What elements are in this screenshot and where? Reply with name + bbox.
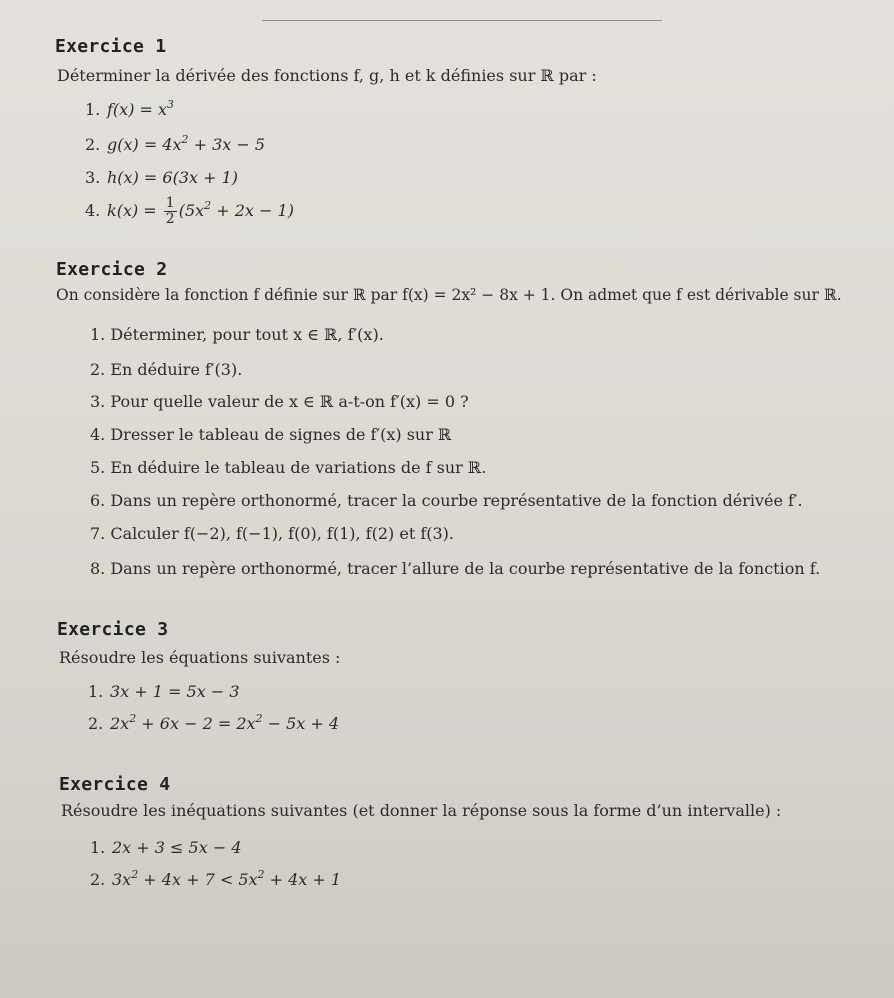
ex4-item-2: 2. $3x^2 + 4x + 7 < 5x^2 + 4x + 1$ <box>90 868 342 889</box>
ex4-item-1: 1. 2x + 3 ≤ 5x − 4 <box>90 838 242 857</box>
ex3-intro: Résoudre les équations suivantes : <box>59 648 341 667</box>
ex3-item-1: 1. 3x + 1 = 5x − 3 <box>88 682 240 701</box>
ex1-item-1: 1. $f(x) = x^3$ <box>85 98 175 119</box>
ex1-item-4: 4. k(x) = $\frac{1}{2}$ $(5x^2 + 2x - 1)$ <box>85 195 294 227</box>
ex1-item-2: 2. $g(x) = 4x^2 + 3x - 5$ <box>85 133 266 154</box>
ex4-intro: Résoudre les inéquations suivantes (et donner la réponse sous la forme d’un intervalle) : <box>61 801 782 820</box>
ex2-item-7: 7. Calculer f(−2), f(−1), f(0), f(1), f(2) et f(3). <box>90 524 455 543</box>
ex4-title: Exercice 4 <box>59 774 171 795</box>
ex1-intro: Déterminer la dérivée des fonctions f, g, h et k définies sur ℝ par : <box>57 66 597 85</box>
ex2-item-2: 2. En déduire f′(3). <box>90 360 243 379</box>
ex3-title: Exercice 3 <box>57 619 169 640</box>
ex2-item-6: 6. Dans un repère orthonormé, tracer la courbe représentative de la fonction dérivée f′. <box>90 491 803 510</box>
ex3-item-2: 2. $2x^2 + 6x - 2 = 2x^2 - 5x + 4$ <box>88 712 340 733</box>
ex1-item-3: 3. h(x) = 6(3x + 1) <box>85 168 239 187</box>
ex2-title: Exercice 2 <box>56 259 168 280</box>
top-rule <box>262 20 662 21</box>
ex2-item-3: 3. Pour quelle valeur de x ∈ ℝ a-t-on f′(x) = 0 ? <box>90 392 469 411</box>
ex1-title: Exercice 1 <box>55 36 167 57</box>
ex2-item-8: 8. Dans un repère orthonormé, tracer l’allure de la courbe représentative de la fonction f. <box>90 559 821 578</box>
fraction-one-half: $\frac{1}{2}$ <box>165 195 175 227</box>
ex2-intro: On considère la fonction f définie sur ℝ par f(x) = 2x² − 8x + 1. On admet que f est dérivable sur ℝ. <box>56 286 842 304</box>
ex2-item-4: 4. Dresser le tableau de signes de f′(x) sur ℝ <box>90 425 452 444</box>
ex2-item-5: 5. En déduire le tableau de variations de f sur ℝ. <box>90 458 487 477</box>
ex2-item-1: 1. Déterminer, pour tout x ∈ ℝ, f′(x). <box>90 325 384 344</box>
